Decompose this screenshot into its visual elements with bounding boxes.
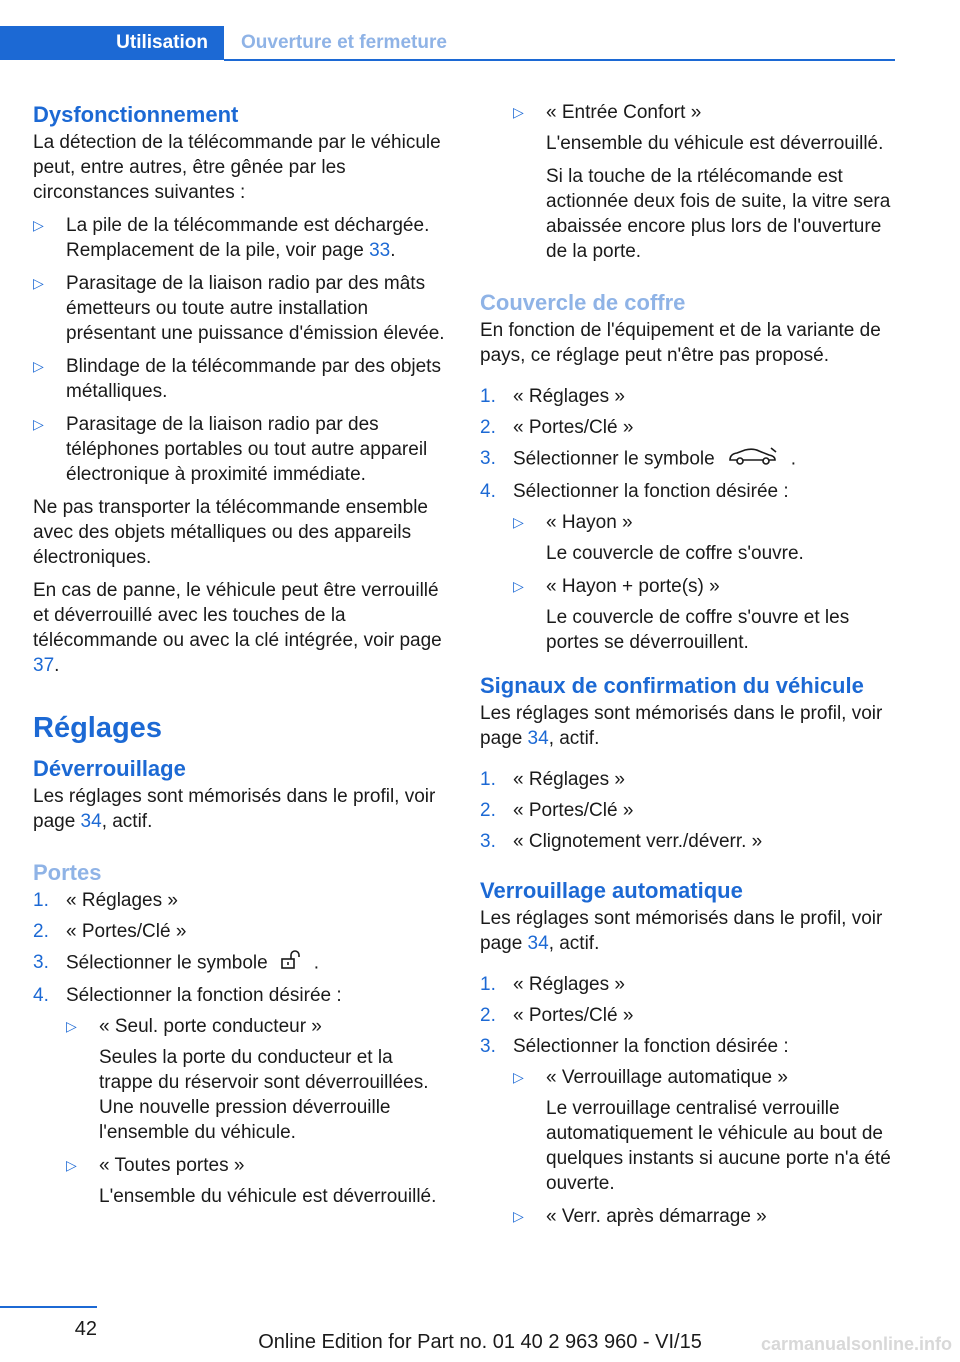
- section-title-deverrouillage: Déverrouillage: [33, 756, 186, 781]
- unlock-icon: [280, 950, 302, 977]
- page-link[interactable]: 33: [369, 240, 391, 261]
- bullet-icon: ▷: [513, 578, 524, 594]
- section-title-verrouillage-auto: Verrouillage automatique: [480, 878, 743, 903]
- bullet-item: ▷ Parasitage de la liaison radio par des mâts émetteurs ou toute autre installation présentant une puissance d'émission élevée.: [33, 273, 445, 344]
- left-column: [33, 100, 451, 1217]
- subsection-title-portes: Portes: [33, 860, 102, 885]
- numbered-step: 1. « Réglages »: [33, 890, 178, 911]
- option-item: ▷ « Verr. après démarrage »: [513, 1206, 767, 1227]
- bullet-icon: ▷: [33, 217, 44, 233]
- page-link[interactable]: 34: [527, 728, 549, 749]
- bullet-icon: ▷: [33, 358, 44, 374]
- numbered-step: 3. Sélectionner la fonction désirée :: [480, 1036, 789, 1057]
- bullet-item: ▷ Parasitage de la liaison radio par des téléphones portables ou tout autre appareil électronique à proximité immédiate.: [33, 414, 428, 485]
- bullet-icon: ▷: [513, 1208, 524, 1224]
- bullet-icon: ▷: [513, 514, 524, 530]
- numbered-step: 3. « Clignotement verr./déverr. »: [480, 831, 763, 852]
- numbered-step: 2. « Portes/Clé »: [33, 921, 187, 942]
- numbered-step: 3. Sélectionner le symbole .: [480, 446, 895, 473]
- option-item: ▷ « Entrée Confort » L'ensemble du véhicule est déverrouillé. Si la touche de la rtélécomande est actionnée deux fois de suite, la vitre sera abaissée encore plus lors de l'ouverture de la porte.: [513, 102, 891, 262]
- paragraph: Les réglages sont mémorisés dans le profil, voir page 34, actif.: [480, 908, 883, 954]
- option-item: ▷ « Hayon » Le couvercle de coffre s'ouvre.: [513, 512, 804, 564]
- footer-rule: [0, 1306, 97, 1308]
- numbered-step: 4. Sélectionner la fonction désirée :: [33, 985, 342, 1006]
- paragraph: Ne pas transporter la télécommande ensemble avec des objets métalliques ou des appareils électroniques.: [33, 497, 428, 568]
- bullet-icon: ▷: [513, 104, 524, 120]
- bullet-icon: ▷: [66, 1018, 77, 1034]
- paragraph: Les réglages sont mémorisés dans le profil, voir page 34, actif.: [480, 703, 883, 749]
- numbered-step: 2. « Portes/Clé »: [480, 1005, 634, 1026]
- numbered-step: 2. « Portes/Clé »: [480, 417, 634, 438]
- option-item: ▷ « Verrouillage automatique » Le verrouillage centralisé verrouille automatiquement le véhicule au bout de quelques instants si aucune porte n'a été ouverte.: [513, 1067, 891, 1194]
- numbered-step: 1. « Réglages »: [480, 769, 625, 790]
- page-number: 42: [74, 1318, 97, 1340]
- paragraph: Les réglages sont mémorisés dans le profil, voir page 34, actif.: [33, 786, 436, 832]
- numbered-step: 3. Sélectionner le symbole .: [33, 950, 451, 977]
- page-link[interactable]: 37: [33, 655, 55, 676]
- car-trunk-icon: [727, 446, 779, 473]
- paragraph: La détection de la télécommande par le véhicule peut, entre autres, être gênée par les circonstances suivantes :: [33, 132, 441, 203]
- watermark: carmanualsonline.info: [760, 1334, 952, 1354]
- header-bar: [0, 26, 895, 62]
- page-link[interactable]: 34: [527, 933, 549, 954]
- tab-utilisation: Utilisation: [0, 26, 224, 60]
- option-item: ▷ « Hayon + porte(s) » Le couvercle de coffre s'ouvre et les portes se déverrouillent.: [513, 576, 850, 653]
- section-title-signaux: Signaux de confirmation du véhicule: [480, 673, 864, 698]
- option-item: ▷ « Toutes portes » L'ensemble du véhicule est déverrouillé.: [66, 1155, 437, 1207]
- bullet-item: ▷ Blindage de la télécommande par des objets métalliques.: [33, 356, 441, 402]
- numbered-step: 1. « Réglages »: [480, 386, 625, 407]
- edition-text: Online Edition for Part no. 01 40 2 963 960 - VI/15: [258, 1331, 702, 1353]
- numbered-step: 4. Sélectionner la fonction désirée :: [480, 481, 789, 502]
- section-title-dysfonctionnement: Dysfonctionnement: [33, 102, 239, 127]
- bullet-icon: ▷: [33, 275, 44, 291]
- numbered-step: 1. « Réglages »: [480, 974, 625, 995]
- paragraph: En fonction de l'équipement et de la variante de pays, ce réglage peut n'être pas proposé.: [480, 320, 881, 366]
- header-rule: [224, 59, 895, 61]
- subsection-title-coffre: Couvercle de coffre: [480, 290, 686, 315]
- bullet-item: ▷ La pile de la télécommande est déchargée. Remplacement de la pile, voir page 33.: [33, 215, 430, 261]
- paragraph: En cas de panne, le véhicule peut être verrouillé et déverrouillé avec les touches de la télécommande ou avec la clé intégrée, voir page 37.: [33, 580, 442, 676]
- bullet-icon: ▷: [33, 416, 44, 432]
- right-column: [480, 100, 895, 1237]
- numbered-step: 2. « Portes/Clé »: [480, 800, 634, 821]
- page-link[interactable]: 34: [80, 811, 102, 832]
- chapter-title-reglages: Réglages: [33, 712, 162, 744]
- tab-ouverture: Ouverture et fermeture: [241, 32, 447, 53]
- option-item: ▷ « Seul. porte conducteur » Seules la porte du conducteur et la trappe du réservoir sont déverrouillées. Une nouvelle pression déverrouille l'ensemble du véhicule.: [66, 1016, 429, 1143]
- bullet-icon: ▷: [66, 1157, 77, 1173]
- bullet-icon: ▷: [513, 1069, 524, 1085]
